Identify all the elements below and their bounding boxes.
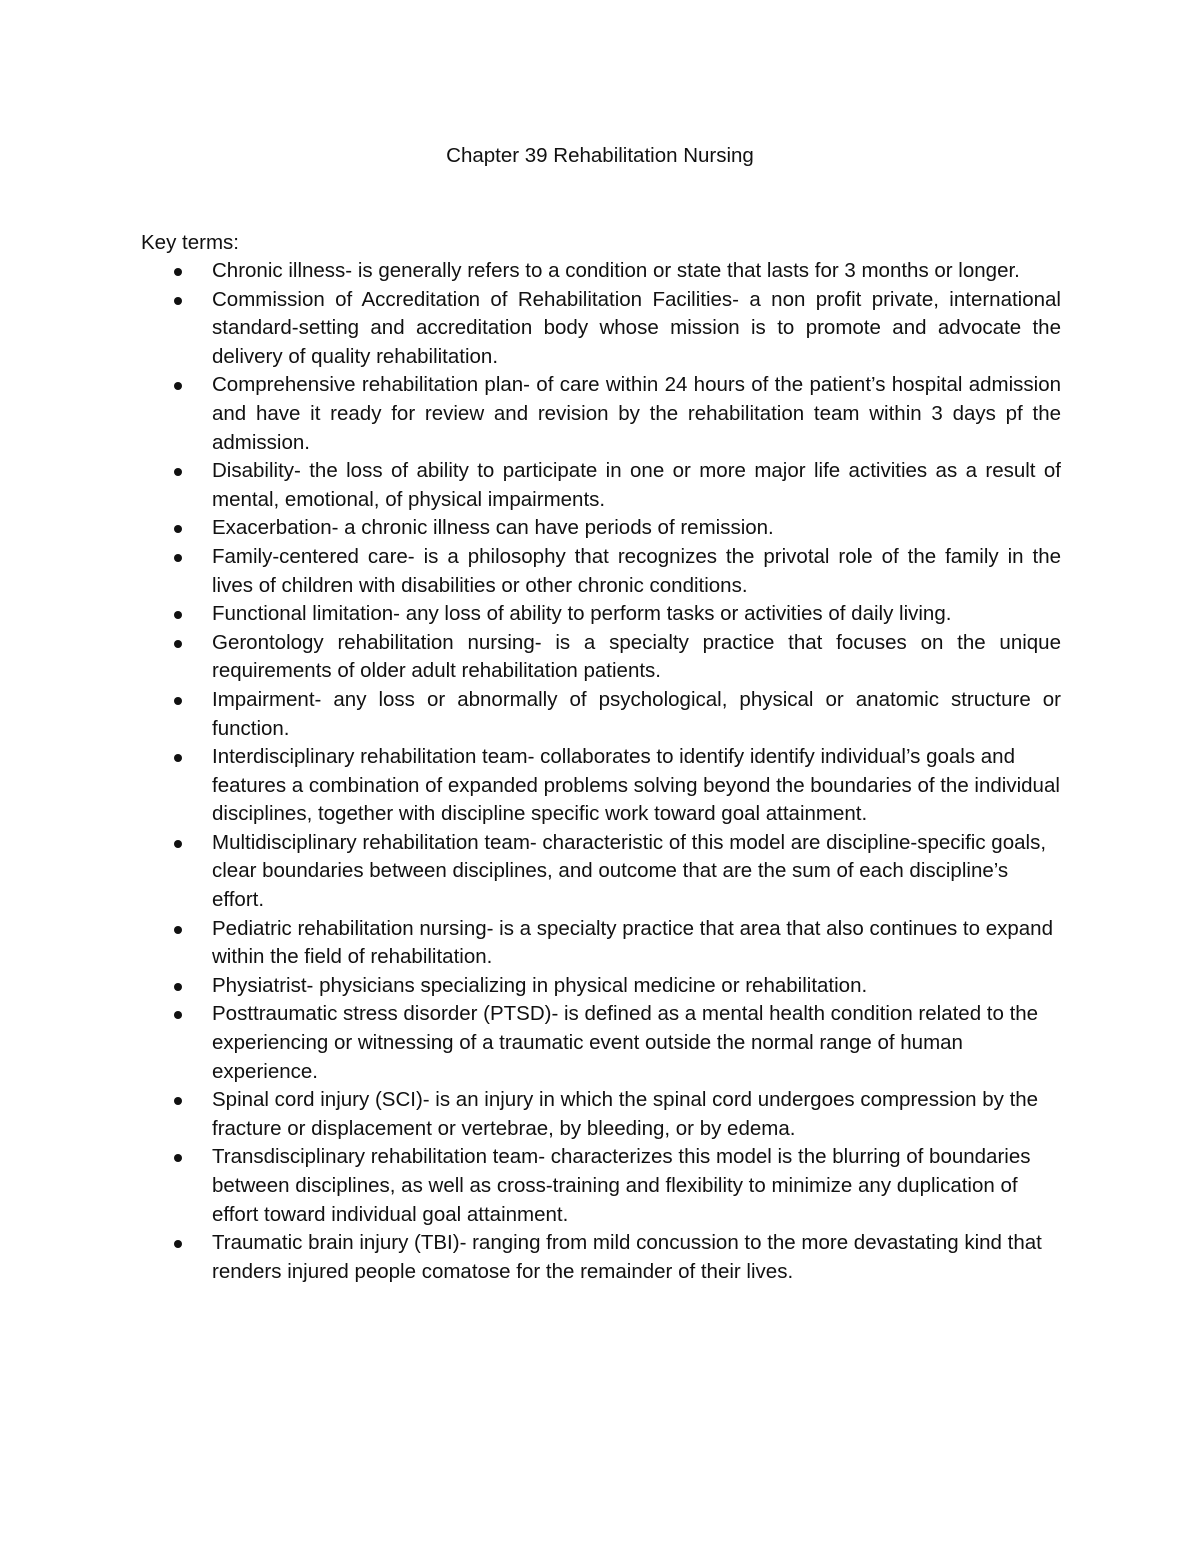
list-item	[141, 1000, 1061, 1086]
list-item	[141, 600, 1061, 629]
list-item	[141, 543, 1061, 600]
bullet-icon	[174, 268, 182, 276]
term-text: Transdisciplinary rehabilitation team- characterizes this model is the blurring of boundaries between disciplines, as well as cross-training and flexibility to minimize any duplication of effort toward individual goal attainment.	[212, 1145, 1031, 1226]
list-item	[141, 686, 1061, 743]
bullet-icon	[174, 382, 182, 390]
list-item	[141, 457, 1061, 514]
bullet-icon	[174, 611, 182, 619]
list-item	[141, 743, 1061, 829]
section-label: Key terms:	[141, 231, 239, 254]
list-item	[141, 972, 1061, 1001]
bullet-icon	[174, 525, 182, 533]
list-item	[141, 286, 1061, 372]
list-item	[141, 257, 1061, 286]
bullet-icon	[174, 840, 182, 848]
bullet-icon	[174, 1011, 182, 1019]
term-text: Impairment- any loss or abnormally of psychological, physical or anatomic structure or function.	[212, 687, 1061, 740]
term-text: Gerontology rehabilitation nursing- is a specialty practice that focuses on the unique requirements of older adult rehabilitation patients.	[212, 630, 1061, 683]
list-item	[141, 514, 1061, 543]
page-title: Chapter 39 Rehabilitation Nursing	[446, 144, 754, 167]
term-text: Functional limitation- any loss of ability to perform tasks or activities of daily living.	[212, 602, 952, 626]
term-text: Chronic illness- is generally refers to a condition or state that lasts for 3 months or longer.	[212, 259, 1020, 282]
list-item	[141, 371, 1061, 457]
list-item	[141, 1229, 1061, 1286]
bullet-icon	[174, 554, 182, 562]
bullet-icon	[174, 983, 182, 991]
term-text: Exacerbation- a chronic illness can have periods of remission.	[212, 516, 774, 540]
list-item	[141, 629, 1061, 686]
term-text: Disability- the loss of ability to participate in one or more major life activities as a result of mental, emotional, of physical impairments.	[212, 459, 1061, 511]
bullet-icon	[174, 468, 182, 476]
bullet-icon	[174, 297, 182, 305]
bullet-icon	[174, 1154, 182, 1162]
bullet-icon	[174, 1097, 182, 1105]
list-item	[141, 915, 1061, 972]
bullet-icon	[174, 697, 182, 705]
term-text: Multidisciplinary rehabilitation team- characteristic of this model are discipline-specific goals, clear boundaries between disciplines, and outcome that are the sum of each discipline’s effort.	[212, 830, 1047, 912]
term-text: Traumatic brain injury (TBI)- ranging from mild concussion to the more devastating kind that renders injured people comatose for the remainder of their lives.	[212, 1231, 1042, 1283]
term-text: Physiatrist- physicians specializing in physical medicine or rehabilitation.	[212, 973, 868, 997]
bullet-icon	[174, 1240, 182, 1248]
list-item	[141, 1143, 1061, 1229]
list-item	[141, 829, 1061, 915]
term-text: Interdisciplinary rehabilitation team- collaborates to identify identify individual’s goals and features a combination of expanded problems solving beyond the boundaries of the individual disciplines, together with discipline specific work toward goal attainment.	[212, 745, 1060, 826]
key-terms-list	[141, 257, 1061, 1286]
term-text: Family-centered care- is a philosophy that recognizes the privotal role of the family in the lives of children with disabilities or other chronic conditions.	[212, 544, 1061, 597]
term-text: Commission of Accreditation of Rehabilitation Facilities- a non profit private, international standard-setting and accreditation body whose mission is to promote and advocate the delivery of quality rehabilitation.	[212, 287, 1061, 368]
term-text: Comprehensive rehabilitation plan- of care within 24 hours of the patient’s hospital admission and have it ready for review and revision by the rehabilitation team within 3 days pf the admission.	[212, 373, 1061, 454]
bullet-icon	[174, 754, 182, 762]
bullet-icon	[174, 926, 182, 934]
term-text: Posttraumatic stress disorder (PTSD)- is defined as a mental health condition related to the experiencing or witnessing of a traumatic event outside the normal range of human experience.	[212, 1002, 1039, 1083]
bullet-icon	[174, 640, 182, 648]
list-item	[141, 1086, 1061, 1143]
term-text: Spinal cord injury (SCI)- is an injury in which the spinal cord undergoes compression by the fracture or displacement or vertebrae, by bleeding, or by edema.	[212, 1088, 1039, 1140]
term-text: Pediatric rehabilitation nursing- is a specialty practice that area that also continues to expand within the field of rehabilitation.	[212, 916, 1053, 969]
